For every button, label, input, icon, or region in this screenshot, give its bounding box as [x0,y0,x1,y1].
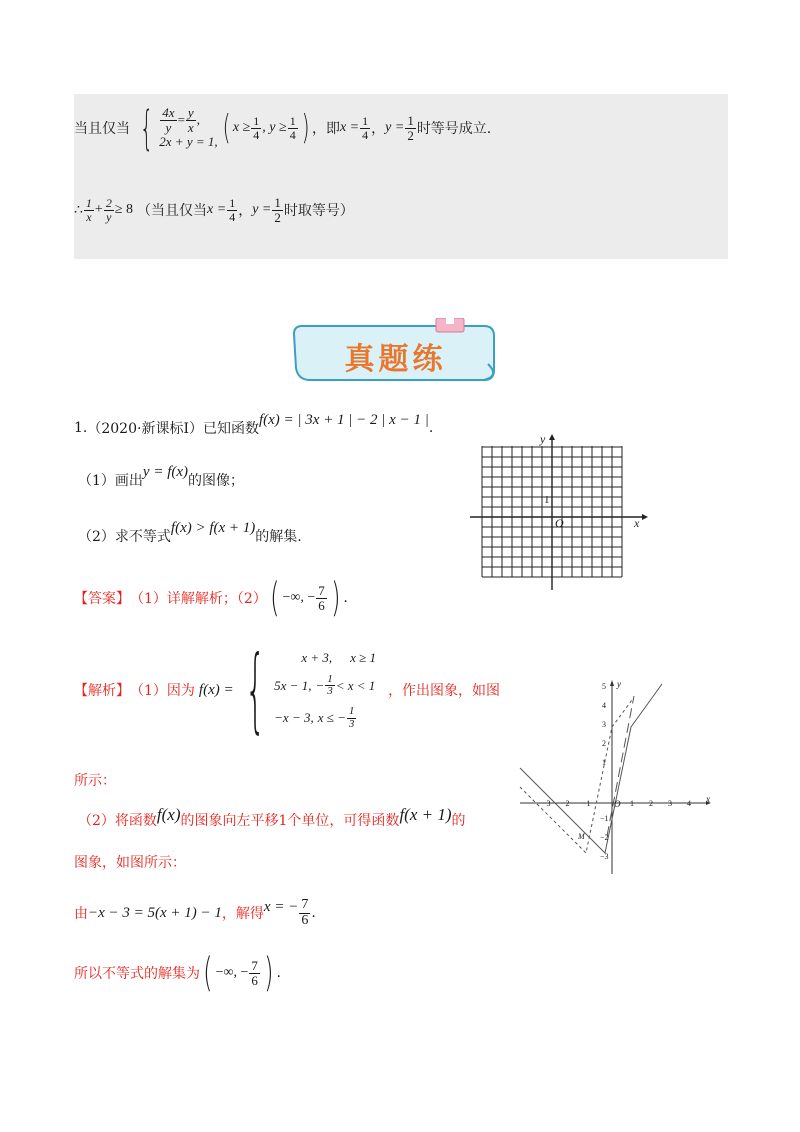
function-graph [512,676,722,876]
question-2: （2）求不等式 f(x) > f(x + 1) 的解集. [78,519,302,545]
problem-function: f(x) = | 3x + 1 | − 2 | x − 1 | [258,411,429,428]
graph-fx-curve [520,684,662,853]
blank-grid-figure [466,432,650,592]
graph-y-arrow-icon [610,680,614,686]
grid-x-label: x [634,516,640,530]
solution-line-2: ∴ $\frac{1}{x}$ + $\frac{2}{y}$ ≥ 8 （当且仅当 x = $\frac{1}{4}$ ， y = $\frac{1}{2}$ 时取等号） [74,194,354,225]
graph-y-tick-label: 5 [602,682,606,691]
system-brace: { [140,101,154,155]
graph-x-tick-label: 1 [630,799,634,808]
graph-x-label: x [706,794,710,804]
graph-x-tick-label: 4 [687,799,691,808]
analysis-line-3: （2）将函数 f(x) 的图象向左平移1个单位，可得函数 f(x + 1) 的 [78,805,466,829]
grid-origin-label: O [555,516,564,530]
line1-prefix: 当且仅当 [74,121,130,137]
graph-origin-label: O [614,799,621,809]
grid-y-label: y [540,432,546,446]
analysis-line-2: 所示： [74,773,116,789]
analysis-line-4: 图象，如图所示： [74,855,186,871]
graph-x-tick-label: 3 [668,799,672,808]
analysis-line-5: 由 −x − 3 = 5(x + 1) − 1 ，解得 x = − $\frac{7}{6}$ . [74,896,316,928]
graph-y-tick-label: 2 [602,739,606,748]
banner-title: 真题练 [344,342,447,377]
grid-y-arrow-icon [549,434,555,440]
answer-line: 【答案】 （1）详解解析；（2） ( −∞, − $\frac{7}{6}$ ) . [74,575,348,621]
graph-x-tick-label: −2 [561,799,570,808]
graph-x-tick-label: −1 [582,799,591,808]
analysis-label: 【解析】 [74,683,130,699]
graph-y-tick-label: −1 [600,814,609,823]
answer-label: 【答案】 [74,591,130,607]
graph-x-tick-label: −3 [542,799,551,808]
analysis-line-6: 所以不等式的解集为 ( −∞, − $\frac{7}{6}$ ) . [74,950,281,996]
problem-statement: 1. （2020·新课标Ⅰ）已知函数 f(x) = | 3x + 1 | − 2 | x − 1 | . [74,411,434,437]
function-graph-figure [512,676,722,876]
graph-y-label: y [617,679,621,689]
graph-fx-plus-1-curve [520,700,632,853]
graph-reference-line [607,696,634,836]
problem-source: （2020·新课标Ⅰ）已知函数 [87,421,259,437]
piecewise-cases: x + 3, x ≥ 1 5x − 1, − $\frac{1}{3}$ < x < 1 −x − 3, x ≤ − $\frac{1}{3}$ [274,649,377,730]
graph-y-tick-label: −3 [600,852,609,861]
analysis-line-1: 【解析】 （1）因为 f(x) = { x + 3, x ≥ 1 5x − 1, − $\frac{1}{3}$ < x < 1 −x − 3, x ≤ − $\frac{1}{3}$ ，作出图象，如图 [74,636,501,743]
graph-y-tick-label: −2 [600,833,609,842]
question-1: （1）画出 y = f(x) 的图像； [78,463,245,489]
grid-one-label: 1 [544,494,550,506]
piecewise-brace: { [244,636,266,743]
graph-y-tick-label: 4 [602,701,606,710]
blank-grid [466,432,650,592]
graph-y-tick-label: 3 [602,720,606,729]
grid-x-arrow-icon [642,514,648,520]
solution-line-1: 当且仅当 { $\frac{4x}{y}$ = $\frac{y}{x}$ , 2x + y = 1, ( x ≥ $\frac{1}{4}$ , y ≥ $\frac{1}{4}$ ) ，即 x = $\frac{1}{4}$ ， y = $\frac{1}{2}$ 时等号成立. [74,101,492,155]
section-banner [288,318,503,388]
problem-number: 1. [74,420,88,436]
equation-system: $\frac{4x}{y}$ = $\frac{y}{x}$ , 2x + y = 1, [159,104,218,150]
graph-x-tick-label: 2 [649,799,653,808]
graph-point-label: M [578,832,585,841]
graph-y-tick-label: 1 [602,758,606,767]
